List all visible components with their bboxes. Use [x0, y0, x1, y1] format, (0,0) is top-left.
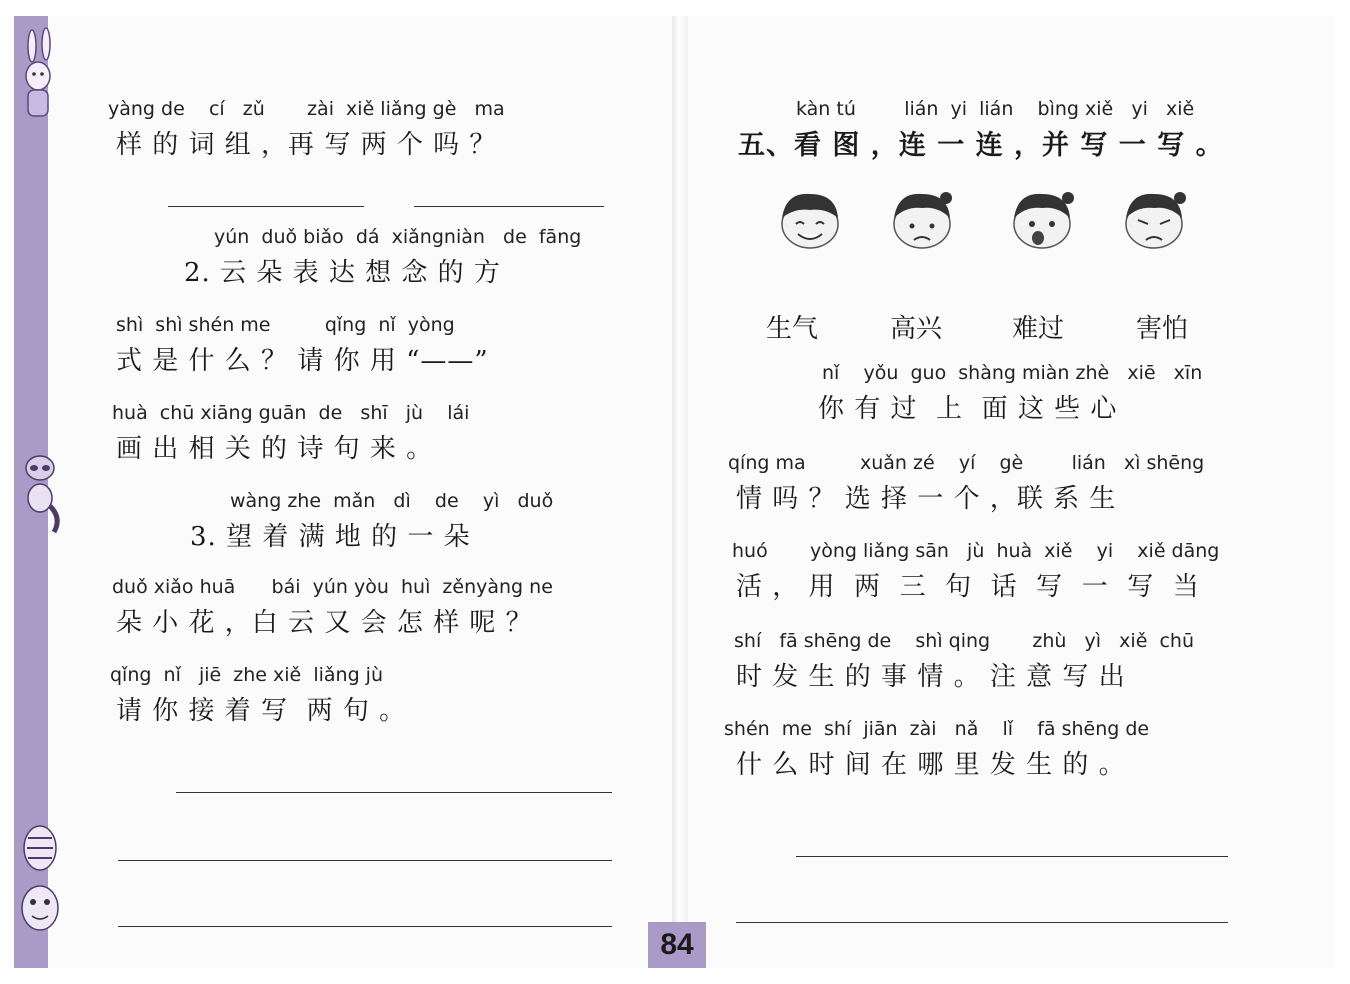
- pinyin-line: duǒ xiǎo huā bái yún yòu huì zěnyàng ne: [112, 576, 553, 598]
- text-line: 情 吗 ？ 选 择 一 个 ，联 系 生: [736, 484, 1117, 514]
- text-line: 请 你 接 着 写 两 句 。: [116, 696, 407, 726]
- answer-line[interactable]: [176, 792, 612, 793]
- pinyin-line: huó yòng liǎng sān jù huà xiě yi xiě dāng: [732, 540, 1220, 562]
- emotion-label: 高兴: [890, 314, 943, 344]
- pinyin-line: qǐng nǐ jiē zhe xiě liǎng jù: [110, 664, 383, 686]
- text-line: 画 出 相 关 的 诗 句 来 。: [116, 434, 434, 464]
- book-spine: [672, 16, 688, 968]
- pinyin-line: wàng zhe mǎn dì de yì duǒ: [230, 490, 554, 512]
- answer-line[interactable]: [796, 856, 1228, 857]
- pinyin-line: huà chū xiāng guān de shī jù lái: [112, 402, 470, 424]
- text-line: 朵 小 花 ，白 云 又 会 怎 样 呢 ？: [116, 608, 533, 638]
- page-number: 84: [648, 922, 706, 968]
- pinyin-line: shí fā shēng de shì qing zhù yì xiě chū: [734, 630, 1195, 652]
- answer-line[interactable]: [118, 860, 612, 861]
- text-line: 什 么 时 间 在 哪 里 发 生 的 。: [736, 750, 1126, 780]
- answer-line[interactable]: [414, 206, 604, 207]
- pinyin-line: yàng de cí zǔ zài xiě liǎng gè ma: [108, 98, 505, 120]
- emotion-label: 难过: [1012, 314, 1065, 344]
- pinyin-line: shì shì shén me qǐng nǐ yòng: [116, 314, 455, 336]
- pinyin-line: nǐ yǒu guo shàng miàn zhè xiē xīn: [822, 362, 1203, 384]
- text-line: 时 发 生 的 事 情 。 注 意 写 出: [736, 662, 1126, 692]
- emotion-label: 生气: [766, 314, 819, 344]
- answer-line[interactable]: [168, 206, 364, 207]
- section-heading: 五、看 图 ，连 一 连 ，并 写 一 写 。: [738, 130, 1224, 161]
- raccoon-icon: [14, 446, 64, 536]
- smiling-face-icon: [776, 188, 844, 252]
- text-line: 式 是 什 么 ？ 请 你 用 “——”: [116, 346, 489, 376]
- emotion-label: 害怕: [1136, 314, 1189, 344]
- tiger-icon: [14, 818, 64, 948]
- text-line: 活 ， 用 两 三 句 话 写 一 写 当: [736, 572, 1200, 602]
- text-line: 样 的 词 组 ，再 写 两 个 吗 ？: [116, 130, 497, 160]
- pinyin-line: yún duǒ biǎo dá xiǎngniàn de fāng: [214, 226, 582, 248]
- sad-face-icon: [888, 188, 956, 252]
- answer-line[interactable]: [118, 926, 612, 927]
- angry-face-icon: [1120, 188, 1188, 252]
- surprised-face-icon: [1008, 188, 1076, 252]
- answer-line[interactable]: [736, 922, 1228, 923]
- heading-pinyin: kàn tú lián yi lián bìng xiě yi xiě: [796, 98, 1195, 120]
- pinyin-line: shén me shí jiān zài nǎ lǐ fā shēng de: [724, 718, 1150, 740]
- pinyin-line: qíng ma xuǎn zé yí gè lián xì shēng: [728, 452, 1205, 474]
- question-3: 3. 望 着 满 地 的 一 朵: [190, 522, 471, 552]
- text-line: 你 有 过 上 面 这 些 心: [818, 394, 1118, 424]
- rabbit-icon: [14, 16, 64, 136]
- question-2: 2. 云 朵 表 达 想 念 的 方: [184, 258, 501, 288]
